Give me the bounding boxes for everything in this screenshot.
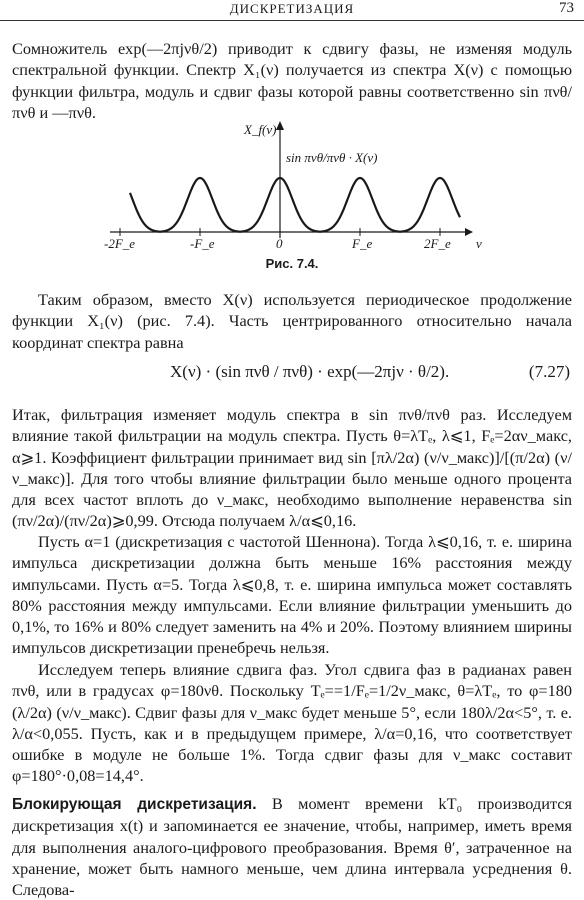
- paragraph-4: Пусть α=1 (дискретизация с частотой Шеннона). Тогда λ⩽0,16, т. е. ширина импульса дискретизации должна быть меньше 16% расстояния между импульсами. Пусть α=5. Тогда λ⩽0,8, т. е. ширина импульса может составлять 80% расстояния между импульсами. Если влияние фильтрации уменьшить до 0,1%, то 16% и 80% следует заменить на 4% и 20%. Поэтому влиянием ширины импульсов дискретизации пренебречь нельзя.: [12, 532, 572, 658]
- y-axis-arrow: [276, 121, 284, 130]
- x-axis-arrow: [465, 228, 473, 236]
- running-title: ДИСКРЕТИЗАЦИЯ: [229, 1, 355, 16]
- paragraph-5: Исследуем теперь влияние сдвига фаз. Угол сдвига фаз в радианах равен πνθ, или в градусах φ=180νθ. Поскольку Tₑ==1/Fₑ=1/2ν_макс, θ=λTₑ, то φ=180 (λ/2α) (ν/ν_макс). Сдвиг фазы для ν_макс будет меньше 5°, если 180λ/2α<5°, т. е. λ/α<0,055. Пусть, как и в предыдущем примере, λ/α=0,16, что соответствует ошибке в модуле не больше 1%. Тогда сдвиг фазы для ν_макс составит φ=180°·0,08=14,4°.: [12, 660, 572, 786]
- x-tick-label-2fe: 2F_e: [424, 236, 451, 251]
- paragraph-1-block: [12, 38, 572, 123]
- equation-7-27: [0, 358, 584, 398]
- equation-formula: X(ν) · (sin πνθ / πνθ) · exp(—2πjν · θ/2).: [170, 362, 450, 381]
- x-tick-label-minus-fe: -F_e: [190, 236, 215, 251]
- figure-7-4: [100, 118, 500, 278]
- paragraph-2: Таким образом, вместо X(ν) используется периодическое продолжение функции X₁(ν) (рис. 7.4). Часть центрированного относительно начала координат спектра равна: [12, 290, 572, 352]
- x-tick-label-minus-2fe: -2F_e: [104, 236, 136, 251]
- paragraph-6-text: В момент времени kT₀ производится дискретизация x(t) и запоминается ее значение, чтобы, например, иметь время для выполнения аналого-цифрового преобразования. Время θ′, затраченное на хранение, может быть намного меньше, чем длина интервала усреднения θ. Следова-: [12, 794, 572, 900]
- page-number: 73: [559, 0, 574, 16]
- figure-caption: Рис. 7.4.: [265, 256, 319, 271]
- x-tick-label-fe: F_e: [352, 236, 373, 251]
- paragraph-2-block: [12, 289, 572, 353]
- x-axis-label: ν: [476, 236, 482, 251]
- section-lead-heading: Блокирующая дискретизация.: [12, 796, 257, 813]
- paragraph-1: Сомножитель exp(—2πjνθ/2) приводит к сдвигу фазы, не изменяя модуль спектральной функции. Спектр X₁(ν) получается из спектра X(ν) с помощью функции фильтра, модуль и сдвиг фазы которой равны соответственно sin πνθ/πνθ и —πνθ.: [12, 39, 572, 122]
- paragraph-6-block: [12, 793, 572, 900]
- equation-number: (7.27): [528, 362, 570, 381]
- paragraph-3-block: [12, 404, 572, 532]
- x-tick-label-zero: 0: [276, 236, 283, 251]
- y-axis-label: X_f(ν): [244, 122, 277, 137]
- paragraph-5-block: [12, 659, 572, 787]
- paragraph-4-block: [12, 531, 572, 659]
- curve-label: sin πνθ/πνθ · X(ν): [286, 150, 378, 165]
- paragraph-6: [12, 793, 572, 900]
- periodic-spectrum-curve: [130, 178, 460, 232]
- page-header: [0, 0, 584, 21]
- paragraph-3: Итак, фильтрация изменяет модуль спектра в sin πνθ/πνθ раз. Исследуем влияние такой фильтрации на модуль спектра. Пусть θ=λTₑ, λ⩽1, Fₑ=2αν_макс, α⩾1. Коэффициент фильтрации принимает вид sin [πλ/2α) (ν/ν_макс)]/[(π/2α) (ν/ν_макс)]. Для того чтобы влияние фильтрации было меньше одного процента для всех частот вплоть до ν_макс, необходимо выполнение неравенства sin (πν/2α)/(πν/2α)⩾0,99. Отсюда получаем λ/α⩽0,16.: [12, 405, 572, 531]
